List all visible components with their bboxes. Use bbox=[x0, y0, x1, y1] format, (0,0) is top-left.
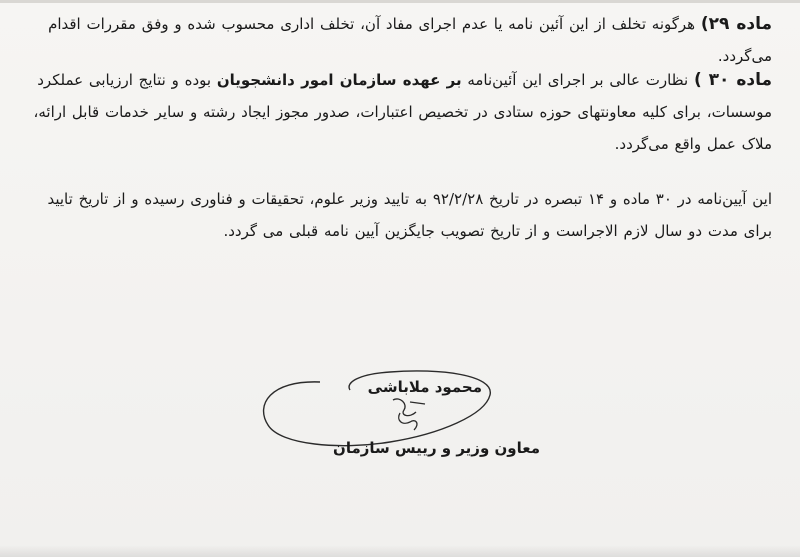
article-29-text: هرگونه تخلف از این آئین نامه یا عدم اجرای مفاد آن، تخلف اداری محسوب شده و وفق مقررات اقدام می‌گردد. bbox=[48, 15, 772, 65]
article-30-text-before: نظارت عالی بر اجرای این آئین‌نامه bbox=[467, 71, 689, 89]
article-29-number: ماده ۲۹) bbox=[700, 14, 772, 34]
signer-title: معاون وزیر و رییس سازمان bbox=[333, 439, 540, 457]
article-30-paragraph bbox=[28, 64, 772, 160]
approval-text: این آیین‌نامه در ۳۰ ماده و ۱۴ تبصره در تاریخ ۹۲/۲/۲۸ به تایید وزیر علوم، تحقیقات و فناوری رسیده و از تاریخ تایید برای مدت دو سال لازم الاجراست و از تاریخ تصویب جایگزین آیین نامه قبلی می گردد. bbox=[47, 190, 772, 240]
article-30-bold-phrase: بر عهده سازمان امور دانشجویان bbox=[216, 71, 462, 89]
scan-edge-bottom bbox=[0, 545, 800, 557]
signer-name: محمود ملاباشی bbox=[367, 378, 482, 396]
article-30-text-after: بوده و نتایج ارزیابی عملکرد موسسات، برای کلیه معاونتهای حوزه ستادی در تخصیص اعتبارات، صدور مجوز ایجاد رشته و سایر خدمات قابل ارائه، ملاک عمل واقع می‌گردد. bbox=[33, 71, 772, 153]
article-29-paragraph bbox=[28, 8, 772, 72]
approval-paragraph bbox=[28, 183, 772, 247]
article-30-number: ماده ۳۰ ) bbox=[693, 70, 772, 90]
scan-edge-top bbox=[0, 0, 800, 3]
signature-block bbox=[250, 360, 540, 480]
